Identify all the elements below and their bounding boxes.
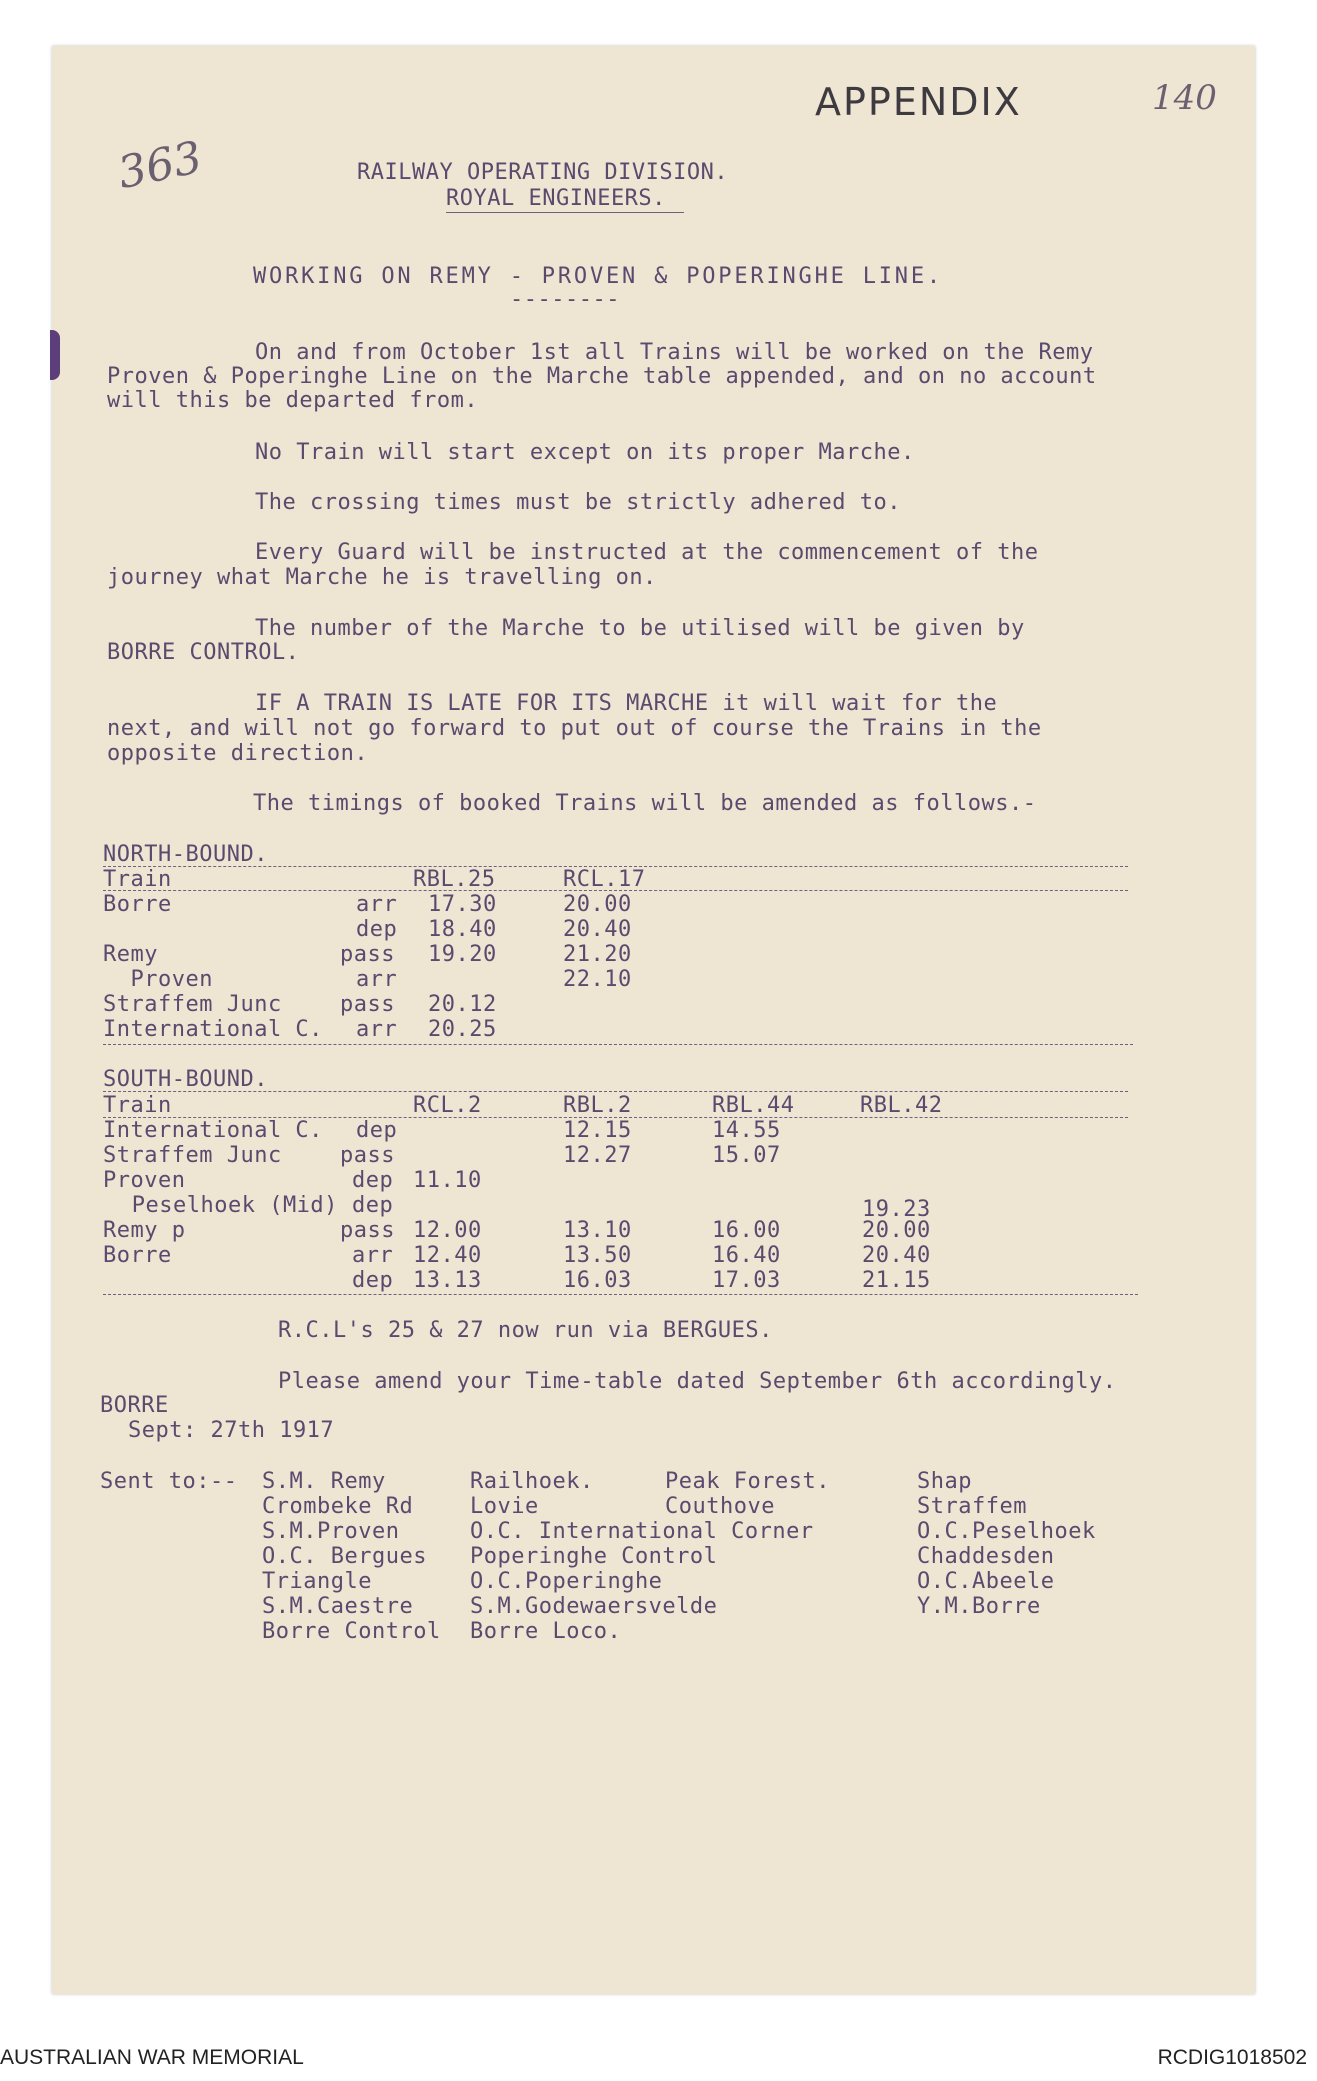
paragraph-6-line-3: opposite direction. bbox=[107, 741, 369, 766]
north-rule-bottom bbox=[103, 1044, 1133, 1045]
north-rule-header bbox=[103, 890, 1128, 891]
paragraph-4-line-1: Every Guard will be instructed at the commencement of the bbox=[255, 540, 1039, 565]
south-time: 19.23 bbox=[862, 1197, 931, 1222]
appendix-stamp: APPENDIX bbox=[815, 80, 1022, 124]
north-type: arr bbox=[356, 967, 398, 992]
north-time: 20.12 bbox=[428, 992, 497, 1017]
paragraph-4-line-2: journey what Marche he is travelling on. bbox=[107, 565, 657, 590]
list-item: S.M.Caestre bbox=[262, 1594, 414, 1619]
south-time: 14.55 bbox=[712, 1118, 781, 1143]
north-time: 21.20 bbox=[563, 942, 632, 967]
subject-heading: WORKING ON REMY - PROVEN & POPERINGHE LINE. bbox=[253, 264, 943, 289]
south-time: 16.40 bbox=[712, 1243, 781, 1268]
south-type: dep bbox=[352, 1168, 394, 1193]
south-time: 21.15 bbox=[862, 1268, 931, 1293]
south-time: 12.15 bbox=[563, 1118, 632, 1143]
south-station: Proven bbox=[103, 1168, 186, 1193]
north-bound-title: NORTH-BOUND. bbox=[103, 842, 268, 867]
north-station: Borre bbox=[103, 892, 172, 917]
engineers-heading: ROYAL ENGINEERS. bbox=[446, 186, 666, 211]
south-header-train: Train bbox=[103, 1093, 172, 1118]
paragraph-6-line-2: next, and will not go forward to put out of course the Trains in the bbox=[107, 716, 1042, 741]
list-item: O.C. International Corner bbox=[470, 1519, 814, 1544]
list-item: O.C.Peselhoek bbox=[917, 1519, 1096, 1544]
north-time: 18.40 bbox=[428, 917, 497, 942]
list-item: O.C.Poperinghe bbox=[470, 1569, 663, 1594]
south-station: Peselhoek (Mid) bbox=[118, 1193, 338, 1218]
north-header-col2: RCL.17 bbox=[563, 867, 646, 892]
south-time: 16.03 bbox=[563, 1268, 632, 1293]
north-type: pass bbox=[340, 992, 395, 1017]
binding-mark bbox=[50, 330, 60, 380]
division-heading: RAILWAY OPERATING DIVISION. bbox=[357, 160, 729, 185]
distribution-label: Sent to:-- bbox=[100, 1469, 238, 1494]
south-time: 13.13 bbox=[413, 1268, 482, 1293]
south-header-col4: RBL.42 bbox=[860, 1093, 943, 1118]
list-item: Straffem bbox=[917, 1494, 1027, 1519]
list-item: Chaddesden bbox=[917, 1544, 1055, 1569]
north-header-train: Train bbox=[103, 867, 172, 892]
note-bergues: R.C.L's 25 & 27 now run via BERGUES. bbox=[278, 1318, 773, 1343]
south-rule-bottom bbox=[103, 1294, 1138, 1295]
south-type: arr bbox=[352, 1243, 394, 1268]
paragraph-3: The crossing times must be strictly adhered to. bbox=[255, 490, 902, 515]
engineers-underline bbox=[446, 212, 684, 213]
south-time: 13.50 bbox=[563, 1243, 632, 1268]
north-type: arr bbox=[356, 892, 398, 917]
paragraph-2: No Train will start except on its proper Marche. bbox=[255, 440, 915, 465]
north-time: 20.25 bbox=[428, 1017, 497, 1042]
footer-source: AUSTRALIAN WAR MEMORIAL bbox=[0, 2046, 304, 2069]
south-time: 12.40 bbox=[413, 1243, 482, 1268]
south-type: pass bbox=[340, 1218, 395, 1243]
south-time: 13.10 bbox=[563, 1218, 632, 1243]
paragraph-1-line-1: On and from October 1st all Trains will be worked on the Remy bbox=[255, 340, 1094, 365]
paragraph-6-line-1: IF A TRAIN IS LATE FOR ITS MARCHE it will wait for the bbox=[255, 691, 998, 716]
north-type: pass bbox=[340, 942, 395, 967]
north-station: International C. bbox=[103, 1017, 323, 1042]
list-item: O.C. Bergues bbox=[262, 1544, 427, 1569]
north-time: 20.00 bbox=[563, 892, 632, 917]
south-station: Straffem Junc bbox=[103, 1143, 282, 1168]
south-station: Borre bbox=[103, 1243, 172, 1268]
list-item: S.M.Godewaersvelde bbox=[470, 1594, 718, 1619]
list-item: S.M. Remy bbox=[262, 1469, 386, 1494]
north-time: 22.10 bbox=[563, 967, 632, 992]
south-time: 11.10 bbox=[413, 1168, 482, 1193]
north-time: 19.20 bbox=[428, 942, 497, 967]
list-item: Lovie bbox=[470, 1494, 539, 1519]
south-bound-title: SOUTH-BOUND. bbox=[103, 1067, 268, 1092]
paragraph-5-line-2: BORRE CONTROL. bbox=[107, 640, 300, 665]
list-item: Y.M.Borre bbox=[917, 1594, 1041, 1619]
folio-number: 363 bbox=[113, 131, 207, 200]
south-type: dep bbox=[352, 1268, 394, 1293]
list-item: Poperinghe Control bbox=[470, 1544, 718, 1569]
south-time: 16.00 bbox=[712, 1218, 781, 1243]
list-item: Peak Forest. bbox=[665, 1469, 830, 1494]
north-station: Remy bbox=[103, 942, 158, 967]
paragraph-1-line-2: Proven & Poperinghe Line on the Marche table appended, and on no account bbox=[107, 364, 1097, 389]
north-station: Proven bbox=[103, 967, 213, 992]
page-number: 140 bbox=[1152, 78, 1217, 118]
north-station: Straffem Junc bbox=[103, 992, 282, 1017]
south-type: dep bbox=[352, 1193, 394, 1218]
north-type: arr bbox=[356, 1017, 398, 1042]
list-item: Shap bbox=[917, 1469, 972, 1494]
paragraph-1-line-3: will this be departed from. bbox=[107, 388, 479, 413]
south-type: dep bbox=[356, 1118, 398, 1143]
north-header-col1: RBL.25 bbox=[413, 867, 496, 892]
paragraph-5-line-1: The number of the Marche to be utilised will be given by bbox=[255, 616, 1025, 641]
note-amend-timetable: Please amend your Time-table dated September 6th accordingly. bbox=[278, 1369, 1117, 1394]
south-station: International C. bbox=[103, 1118, 323, 1143]
south-time: 12.00 bbox=[413, 1218, 482, 1243]
list-item: Railhoek. bbox=[470, 1469, 594, 1494]
south-time: 17.03 bbox=[712, 1268, 781, 1293]
south-rule-top bbox=[103, 1091, 1128, 1092]
list-item: Couthove bbox=[665, 1494, 775, 1519]
south-time: 12.27 bbox=[563, 1143, 632, 1168]
south-header-col1: RCL.2 bbox=[413, 1093, 482, 1118]
south-time: 15.07 bbox=[712, 1143, 781, 1168]
list-item: Borre Loco. bbox=[470, 1619, 622, 1644]
south-time: 20.40 bbox=[862, 1243, 931, 1268]
list-item: O.C.Abeele bbox=[917, 1569, 1055, 1594]
north-type: dep bbox=[356, 917, 398, 942]
subject-rule: -------- bbox=[510, 287, 620, 312]
date: Sept: 27th 1917 bbox=[128, 1418, 335, 1443]
list-item: S.M.Proven bbox=[262, 1519, 400, 1544]
south-station: Remy p bbox=[103, 1218, 186, 1243]
north-time: 17.30 bbox=[428, 892, 497, 917]
paragraph-7: The timings of booked Trains will be amended as follows.- bbox=[253, 791, 1037, 816]
list-item: Crombeke Rd bbox=[262, 1494, 414, 1519]
south-header-col3: RBL.44 bbox=[712, 1093, 795, 1118]
list-item: Triangle bbox=[262, 1569, 372, 1594]
north-time: 20.40 bbox=[563, 917, 632, 942]
list-item: Borre Control bbox=[262, 1619, 441, 1644]
south-time: 20.00 bbox=[862, 1218, 931, 1243]
place: BORRE bbox=[100, 1393, 169, 1418]
south-header-col2: RBL.2 bbox=[563, 1093, 632, 1118]
footer-id: RCDIG1018502 bbox=[1157, 2046, 1307, 2069]
south-type: pass bbox=[340, 1143, 395, 1168]
